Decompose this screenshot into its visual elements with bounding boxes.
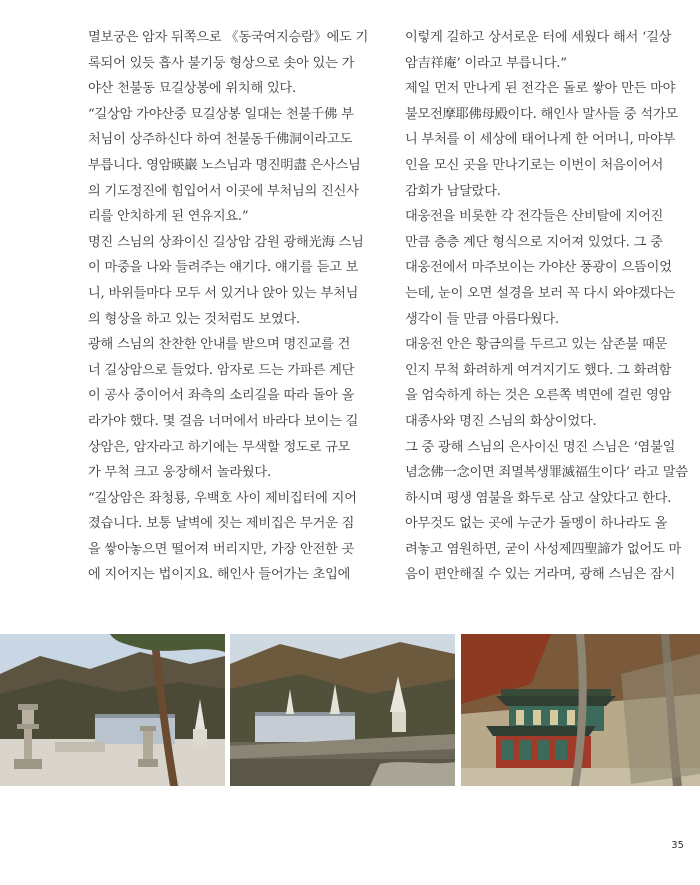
text-line: 암吉祥庵’ 이라고 부릅니다.” xyxy=(405,55,567,71)
text-line: 대웅전을 비롯한 각 전각들은 산비탈에 지어진 xyxy=(405,209,664,225)
text-line: 상암은, 암자라고 하기에는 무색할 정도로 규모 xyxy=(88,439,351,455)
text-line: 라가야 했다. 몇 걸음 너머에서 바라다 보이는 길 xyxy=(88,413,359,429)
text-line: 부릅니다. 영암暎巖 노스님과 명진明盡 은사스님 xyxy=(88,157,361,173)
text-line: 멸보궁은 암자 뒤쪽으로 《동국여지승람》에도 기 xyxy=(88,30,368,45)
text-line: 야산 천불동 묘길상봉에 위치해 있다. xyxy=(88,81,297,97)
text-line: 록되어 있듯 흡사 불기둥 형상으로 솟아 있는 가 xyxy=(88,55,355,71)
text-line: “길상암은 좌청룡, 우백호 사이 제비집터에 지어 xyxy=(88,490,357,506)
text-line: 을 엄숙하게 하는 것은 오른쪽 벽면에 걸린 영암 xyxy=(405,388,672,404)
text-line: 니 부처를 이 세상에 태어나게 한 어머니, 마야부 xyxy=(405,132,676,148)
text-line: 대웅전에서 마주보이는 가야산 풍광이 으뜸이었 xyxy=(405,260,672,276)
temple-hall-photo xyxy=(461,634,700,786)
text-line: 려놓고 염원하면, 굳이 사성제四聖諦가 없어도 마 xyxy=(405,541,682,557)
text-line: 광해 스님의 찬찬한 안내를 받으며 명진교를 건 xyxy=(88,337,351,353)
temple-courtyard-photo xyxy=(0,634,225,786)
text-line: 감회가 남달랐다. xyxy=(405,183,501,199)
left-text-column xyxy=(88,25,368,588)
text-line: 하시며 평생 염불을 화두로 삼고 살았다고 한다. xyxy=(405,490,672,506)
text-line: 에 지어지는 법이지요. 해인사 들어가는 초입에 xyxy=(88,567,351,583)
text-line: 는데, 눈이 오면 설경을 보러 꼭 다시 와야겠다는 xyxy=(405,285,676,301)
text-line: 리를 안치하게 된 연유지요.” xyxy=(88,209,249,225)
text-line: 니, 바위들마다 모두 서 있거나 앉아 있는 부처님 xyxy=(88,285,359,301)
text-line: 너 길상암으로 들었다. 암자로 드는 가파른 계단 xyxy=(88,362,355,378)
text-line: 만큼 층층 계단 형식으로 지어져 있었다. 그 중 xyxy=(405,234,663,250)
text-line: “길상암 가야산중 묘길상봉 일대는 천불千佛 부 xyxy=(88,106,354,122)
text-line: 이 공사 중이어서 좌측의 소리길을 따라 돌아 올 xyxy=(88,388,355,404)
text-line: 이 마중을 나와 들려주는 얘기다. 얘기를 듣고 보 xyxy=(88,260,359,276)
text-line: 졌습니다. 보통 날벽에 짓는 제비집은 무거운 짐 xyxy=(88,516,355,532)
photo-strip xyxy=(0,634,700,786)
stone-pagoda-photo xyxy=(230,634,455,786)
text-line: 처님이 상주하신다 하여 천불동千佛洞이라고도 xyxy=(88,132,353,148)
text-line: 명진 스님의 상좌이신 길상암 감원 광해光海 스님 xyxy=(88,234,364,250)
text-line: 인을 모신 곳을 만나기로는 이번이 처음이어서 xyxy=(405,157,664,173)
text-line: 음이 편안해질 수 있는 거라며, 광해 스님은 잠시 xyxy=(405,567,676,583)
text-line: 불모전摩耶佛母殿이다. 해인사 말사들 중 석가모 xyxy=(405,106,678,122)
text-line: 의 형상을 하고 있는 것처럼도 보였다. xyxy=(88,311,301,327)
text-line: 을 쌓아놓으면 떨어져 버리지만, 가장 안전한 곳 xyxy=(88,541,355,557)
text-line: 인지 무척 화려하게 여겨지기도 했다. 그 화려함 xyxy=(405,362,672,378)
text-line: 념念佛一念이면 죄멸복생罪滅福生이다’ 라고 말씀 xyxy=(405,465,688,481)
text-line: 가 무척 크고 웅장해서 놀라웠다. xyxy=(88,465,271,481)
text-line: 의 기도정진에 힘입어서 이곳에 부처님의 진신사 xyxy=(88,183,359,199)
text-line: 대종사와 명진 스님의 화상이었다. xyxy=(405,413,597,429)
text-line: 제일 먼저 만나게 된 전각은 돌로 쌓아 만든 마야 xyxy=(405,81,676,97)
page-number: 35 xyxy=(671,840,684,851)
right-text-column xyxy=(405,25,688,588)
text-line: 이렇게 길하고 상서로운 터에 세웠다 해서 ‘길상 xyxy=(405,30,672,45)
text-line: 대웅전 안은 황금의를 두르고 있는 삼존불 때문 xyxy=(405,337,668,353)
text-line: 아무것도 없는 곳에 누군가 돌멩이 하나라도 올 xyxy=(405,516,668,532)
text-line: 그 중 광해 스님의 은사이신 명진 스님은 ‘염불일 xyxy=(405,439,676,455)
text-line: 생각이 들 만큼 아름다웠다. xyxy=(405,311,559,327)
